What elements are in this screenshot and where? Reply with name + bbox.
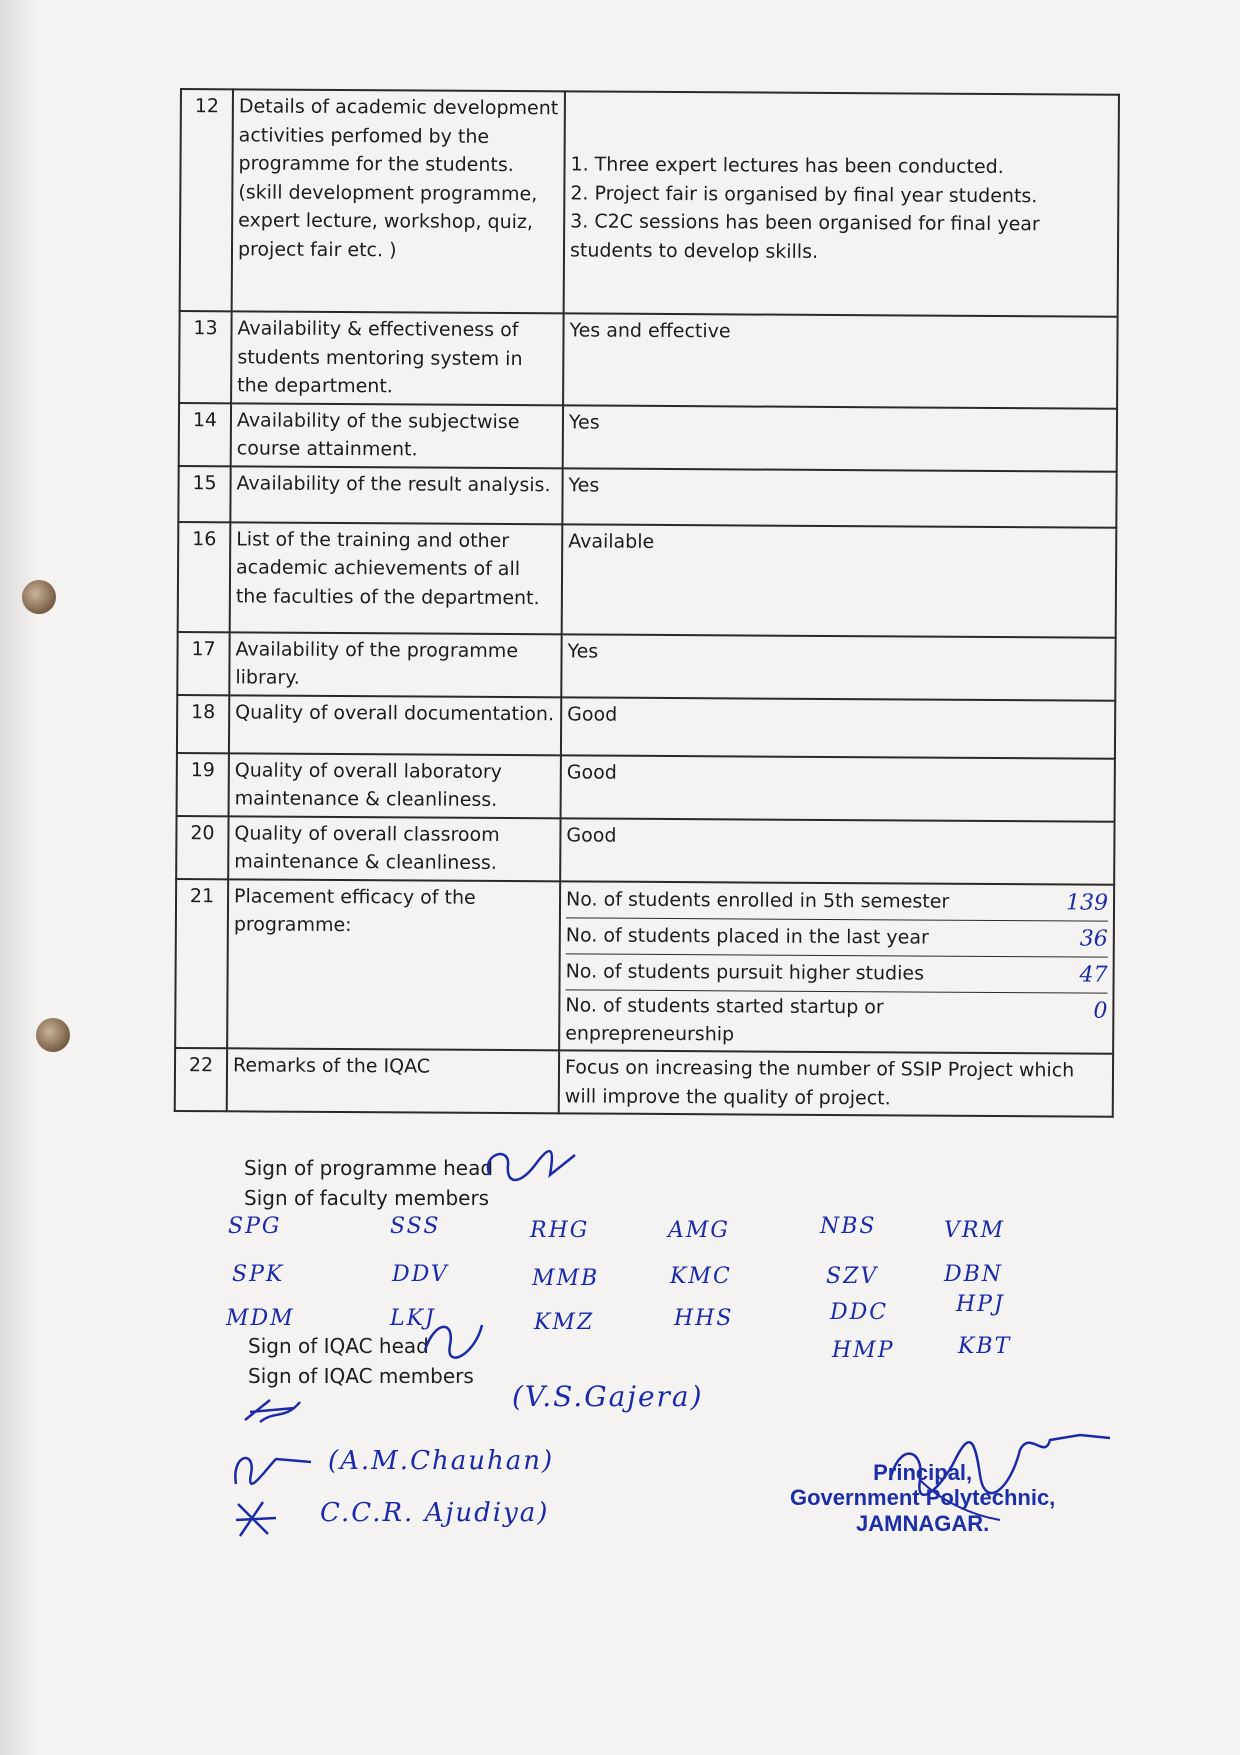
row-number: 22 — [175, 1048, 227, 1111]
row-response: Available — [562, 524, 1117, 637]
row-item: Quality of overall classroom maintenance & cleanliness. — [228, 816, 560, 881]
row-number: 21 — [175, 878, 228, 1048]
review-table — [174, 88, 1120, 1118]
faculty-initial: SPG — [228, 1214, 282, 1239]
row-number: 19 — [177, 752, 229, 815]
placement-line — [566, 882, 1108, 921]
row-item: List of the training and other academic achievements of all the faculties of the department. — [230, 522, 563, 634]
faculty-initial: HHS — [674, 1306, 734, 1331]
faculty-initial: KBT — [958, 1334, 1012, 1359]
placement-value: 0 — [1093, 998, 1108, 1024]
row-response: Yes — [562, 468, 1116, 527]
punch-hole — [36, 1018, 70, 1052]
placement-line — [566, 953, 1108, 992]
row-response: Good — [561, 697, 1115, 758]
placement-label: No. of students enrolled in 5th semester — [566, 882, 1038, 920]
faculty-initial: RHG — [530, 1218, 590, 1243]
principal-stamp — [790, 1460, 1055, 1536]
row-response: Yes and effective — [563, 313, 1118, 408]
row-response: Yes — [563, 405, 1117, 471]
row-number: 14 — [179, 403, 231, 466]
row-response — [564, 91, 1119, 316]
row-item: Placement efficacy of the programme: — [227, 879, 560, 1051]
response-line: 3. C2C sessions has been organised for final year students to develop skills. — [569, 210, 1040, 263]
iqac-member-name: C.C.R. Ajudiya) — [320, 1498, 550, 1528]
faculty-initial: SZV — [826, 1264, 879, 1289]
faculty-initial: AMG — [668, 1218, 730, 1243]
faculty-initial: VRM — [944, 1218, 1005, 1243]
faculty-initial: DBN — [944, 1262, 1004, 1287]
faculty-initial: SPK — [232, 1262, 285, 1287]
row-item: Availability of the result analysis. — [230, 466, 562, 524]
placement-row — [175, 878, 1114, 1053]
programme-head-signature — [480, 1135, 580, 1195]
faculty-initial: LKJ — [390, 1306, 436, 1331]
iqac-member-name: (A.M.Chauhan) — [328, 1446, 555, 1476]
row-item: Availability & effectiveness of students mentoring system in the department. — [231, 311, 564, 405]
placement-value: 139 — [1038, 885, 1108, 921]
faculty-initial: KMZ — [534, 1310, 595, 1335]
row-response: Good — [561, 755, 1115, 821]
faculty-initial: SSS — [390, 1214, 441, 1239]
row-item: Quality of overall laboratory maintenance & cleanliness. — [229, 753, 561, 818]
placement-table — [565, 882, 1108, 1053]
iqac-member-signature — [240, 1390, 310, 1430]
faculty-initial: NBS — [820, 1214, 877, 1239]
faculty-initial: HMP — [832, 1338, 895, 1363]
table-row — [178, 521, 1117, 637]
iqac-member-name: (V.S.Gajera) — [512, 1380, 704, 1413]
punch-hole — [22, 580, 56, 614]
stamp-line: Principal, — [873, 1460, 973, 1485]
row-number: 20 — [176, 815, 228, 878]
placement-line — [566, 917, 1108, 956]
row-number: 15 — [178, 465, 230, 521]
table-row — [175, 1048, 1113, 1117]
row-number: 17 — [177, 631, 229, 694]
faculty-initial: MMB — [532, 1266, 600, 1291]
faculty-initial: MDM — [226, 1306, 295, 1331]
row-response: Focus on increasing the number of SSIP Project which will improve the quality of project. — [559, 1050, 1113, 1116]
row-number: 13 — [179, 311, 232, 403]
stamp-line: Government Polytechnic, — [790, 1485, 1056, 1511]
table-row — [177, 752, 1115, 821]
row-item: Quality of overall documentation. — [229, 695, 561, 755]
iqac-head-label: Sign of IQAC head — [248, 1334, 429, 1358]
table-row — [177, 631, 1115, 700]
row-number: 16 — [178, 521, 231, 631]
placement-label: No. of students started startup or enprepreneurship — [565, 993, 884, 1046]
placement-value: 47 — [1037, 956, 1107, 992]
row-response: Yes — [561, 634, 1115, 700]
iqac-member-signature — [228, 1494, 288, 1544]
placement-line — [565, 989, 1107, 1052]
table-row — [180, 89, 1119, 317]
placement-response — [559, 881, 1114, 1054]
row-item: Availability of the subjectwise course attainment. — [231, 403, 563, 468]
table-row — [177, 694, 1115, 758]
faculty-members-label: Sign of faculty members — [244, 1186, 490, 1210]
row-item: Remarks of the IQAC — [227, 1048, 559, 1113]
table-row — [176, 815, 1114, 884]
table-row — [179, 311, 1118, 408]
placement-label: No. of students placed in the last year — [566, 917, 1038, 956]
stamp-line: JAMNAGAR. — [856, 1510, 990, 1536]
faculty-initial: DDC — [830, 1300, 889, 1325]
row-response: Good — [560, 818, 1114, 884]
row-item: Details of academic development activities perfomed by the programme for the students. (skill development programme, expert lecture, workshop, quiz, project fair etc. ) — [232, 89, 565, 313]
placement-value: 36 — [1038, 920, 1108, 956]
faculty-initial: DDV — [392, 1262, 449, 1287]
iqac-members-label: Sign of IQAC members — [248, 1364, 474, 1388]
response-line: 2. Project fair is organised by final year students. — [570, 181, 1038, 207]
table-row — [179, 403, 1117, 472]
iqac-head-signature — [420, 1310, 490, 1370]
response-line: 1. Three expert lectures has been conducted. — [570, 153, 1004, 179]
faculty-initial: HPJ — [956, 1292, 1005, 1317]
row-number: 18 — [177, 694, 229, 752]
page-edge-shadow — [0, 0, 40, 1755]
row-item: Availability of the programme library. — [229, 632, 561, 697]
faculty-initial: KMC — [670, 1264, 732, 1289]
row-number: 12 — [180, 89, 233, 311]
iqac-member-signature — [226, 1444, 326, 1494]
programme-head-label: Sign of programme head — [244, 1156, 494, 1180]
placement-label: No. of students pursuit higher studies — [566, 953, 1038, 992]
table-row — [178, 465, 1116, 527]
